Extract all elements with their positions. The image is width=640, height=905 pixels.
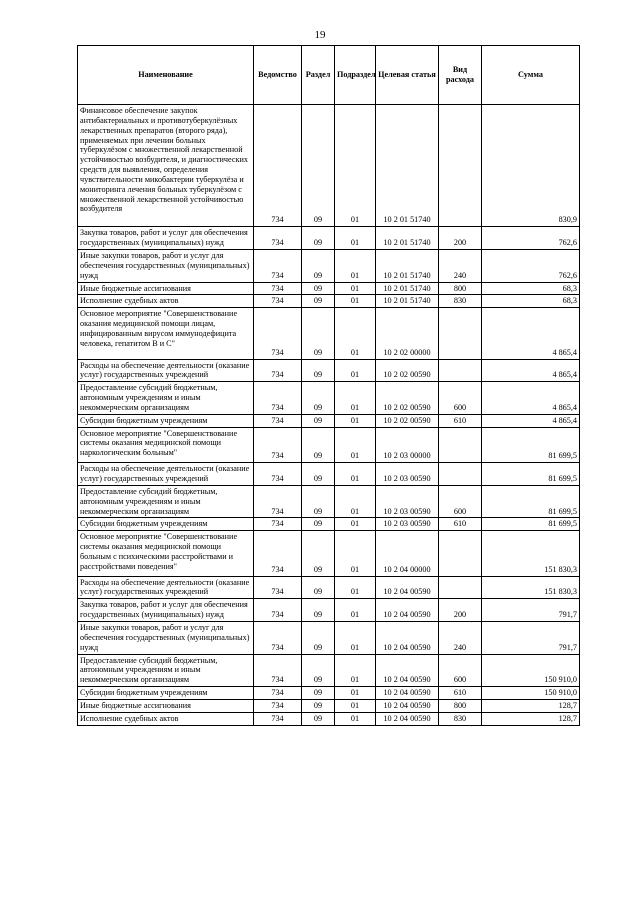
row-amount: 151 830,3 (482, 576, 580, 599)
row-amount: 68,3 (482, 282, 580, 295)
row-ministry: 734 (254, 463, 302, 486)
row-name: Расходы на обеспечение деятельности (оказание услуг) государственных учреждений (78, 576, 254, 599)
table-row (78, 485, 580, 518)
row-section: 09 (302, 308, 335, 359)
table-row (78, 518, 580, 531)
table-row (78, 576, 580, 599)
row-subsection: 01 (335, 599, 376, 622)
row-name: Основное мероприятие "Совершенствование системы оказания медицинской помощи больным с психическими расстройствами и расстройствами поведения" (78, 531, 254, 576)
row-section: 09 (302, 712, 335, 725)
row-ministry: 734 (254, 282, 302, 295)
row-target: 10 2 01 51740 (376, 295, 439, 308)
table-row (78, 105, 580, 227)
row-target: 10 2 02 00590 (376, 382, 439, 415)
table-row (78, 621, 580, 654)
row-ministry: 734 (254, 414, 302, 427)
row-name: Расходы на обеспечение деятельности (оказание услуг) государственных учреждений (78, 463, 254, 486)
table-row (78, 654, 580, 687)
row-subsection: 01 (335, 621, 376, 654)
row-section: 09 (302, 295, 335, 308)
row-ministry: 734 (254, 105, 302, 227)
row-ministry: 734 (254, 485, 302, 518)
table-row (78, 382, 580, 415)
row-target: 10 2 04 00590 (376, 621, 439, 654)
row-name: Финансовое обеспечение закупок антибактериальных и противотуберкулёзных лекарственных препаратов (второго ряда), применяемых при лечении больных туберкулёзом с множественной лекарственной устойчивостью возбудителя, и диагностических средств для выявления, определения чувствительности микобактерии туберкулёза и мониторинга лечения больных туберкулёзом с множественной лекарственной устойчивостью возбудителя (78, 105, 254, 227)
row-amount: 81 699,5 (482, 485, 580, 518)
row-name: Исполнение судебных актов (78, 712, 254, 725)
row-target: 10 2 04 00590 (376, 576, 439, 599)
row-expense-type: 240 (439, 621, 482, 654)
row-ministry: 734 (254, 687, 302, 700)
row-name: Закупка товаров, работ и услуг для обеспечения государственных (муниципальных) нужд (78, 227, 254, 250)
row-expense-type: 610 (439, 518, 482, 531)
row-section: 09 (302, 249, 335, 282)
row-amount: 4 865,4 (482, 308, 580, 359)
row-expense-type: 610 (439, 687, 482, 700)
row-target: 10 2 04 00000 (376, 531, 439, 576)
row-name: Иные бюджетные ассигнования (78, 699, 254, 712)
row-section: 09 (302, 359, 335, 382)
row-section: 09 (302, 463, 335, 486)
row-subsection: 01 (335, 308, 376, 359)
row-section: 09 (302, 576, 335, 599)
row-section: 09 (302, 227, 335, 250)
row-name: Расходы на обеспечение деятельности (оказание услуг) государственных учреждений (78, 359, 254, 382)
row-target: 10 2 03 00590 (376, 518, 439, 531)
row-amount: 81 699,5 (482, 427, 580, 463)
table-row (78, 531, 580, 576)
header-amount: Сумма (482, 46, 580, 105)
row-subsection: 01 (335, 712, 376, 725)
row-ministry: 734 (254, 308, 302, 359)
row-expense-type (439, 531, 482, 576)
row-expense-type (439, 359, 482, 382)
row-expense-type: 610 (439, 414, 482, 427)
row-expense-type: 240 (439, 249, 482, 282)
header-target: Целевая статья (376, 46, 439, 105)
row-name: Иные закупки товаров, работ и услуг для обеспечения государственных (муниципальных) нужд (78, 621, 254, 654)
row-expense-type: 800 (439, 699, 482, 712)
row-subsection: 01 (335, 463, 376, 486)
row-subsection: 01 (335, 414, 376, 427)
row-section: 09 (302, 485, 335, 518)
row-expense-type (439, 105, 482, 227)
row-subsection: 01 (335, 654, 376, 687)
table-header-row (78, 46, 580, 105)
row-target: 10 2 04 00590 (376, 712, 439, 725)
row-subsection: 01 (335, 359, 376, 382)
table-row (78, 249, 580, 282)
row-ministry: 734 (254, 621, 302, 654)
table-row (78, 699, 580, 712)
row-amount: 4 865,4 (482, 382, 580, 415)
row-section: 09 (302, 382, 335, 415)
row-target: 10 2 04 00590 (376, 654, 439, 687)
row-name: Иные бюджетные ассигнования (78, 282, 254, 295)
header-expense-type: Вид расхода (439, 46, 482, 105)
header-subsection: Подраздел (335, 46, 376, 105)
table-row (78, 687, 580, 700)
row-target: 10 2 04 00590 (376, 599, 439, 622)
row-section: 09 (302, 518, 335, 531)
row-name: Основное мероприятие "Совершенствование системы оказания медицинской помощи наркологическим больным" (78, 427, 254, 463)
row-target: 10 2 02 00590 (376, 414, 439, 427)
header-name: Наименование (78, 46, 254, 105)
row-target: 10 2 01 51740 (376, 105, 439, 227)
table-row (78, 414, 580, 427)
row-subsection: 01 (335, 382, 376, 415)
row-amount: 150 910,0 (482, 654, 580, 687)
row-section: 09 (302, 282, 335, 295)
row-ministry: 734 (254, 359, 302, 382)
row-subsection: 01 (335, 687, 376, 700)
row-amount: 762,6 (482, 227, 580, 250)
row-section: 09 (302, 531, 335, 576)
row-name: Субсидии бюджетным учреждениям (78, 687, 254, 700)
row-amount: 81 699,5 (482, 518, 580, 531)
row-target: 10 2 02 00590 (376, 359, 439, 382)
table-row (78, 282, 580, 295)
row-ministry: 734 (254, 699, 302, 712)
row-expense-type: 600 (439, 382, 482, 415)
row-subsection: 01 (335, 249, 376, 282)
row-ministry: 734 (254, 427, 302, 463)
row-ministry: 734 (254, 599, 302, 622)
row-amount: 4 865,4 (482, 359, 580, 382)
table-body (78, 105, 580, 726)
row-subsection: 01 (335, 282, 376, 295)
row-subsection: 01 (335, 295, 376, 308)
row-name: Исполнение судебных актов (78, 295, 254, 308)
row-subsection: 01 (335, 576, 376, 599)
row-ministry: 734 (254, 382, 302, 415)
row-ministry: 734 (254, 295, 302, 308)
row-expense-type: 200 (439, 599, 482, 622)
row-section: 09 (302, 427, 335, 463)
row-expense-type: 600 (439, 654, 482, 687)
table-row (78, 599, 580, 622)
row-amount: 81 699,5 (482, 463, 580, 486)
row-ministry: 734 (254, 249, 302, 282)
row-name: Субсидии бюджетным учреждениям (78, 414, 254, 427)
row-expense-type (439, 463, 482, 486)
row-subsection: 01 (335, 485, 376, 518)
row-amount: 791,7 (482, 621, 580, 654)
row-target: 10 2 01 51740 (376, 227, 439, 250)
row-section: 09 (302, 621, 335, 654)
row-name: Иные закупки товаров, работ и услуг для обеспечения государственных (муниципальных) нужд (78, 249, 254, 282)
row-amount: 150 910,0 (482, 687, 580, 700)
page-number: 19 (314, 29, 326, 41)
row-section: 09 (302, 654, 335, 687)
row-ministry: 734 (254, 654, 302, 687)
table-row (78, 463, 580, 486)
row-amount: 762,6 (482, 249, 580, 282)
table-row (78, 427, 580, 463)
row-expense-type (439, 576, 482, 599)
row-amount: 128,7 (482, 699, 580, 712)
row-target: 10 2 03 00590 (376, 463, 439, 486)
row-section: 09 (302, 687, 335, 700)
budget-table (77, 45, 580, 726)
row-target: 10 2 01 51740 (376, 249, 439, 282)
row-section: 09 (302, 105, 335, 227)
row-amount: 68,3 (482, 295, 580, 308)
row-ministry: 734 (254, 712, 302, 725)
row-name: Субсидии бюджетным учреждениям (78, 518, 254, 531)
table-row (78, 712, 580, 725)
row-name: Предоставление субсидий бюджетным, автономным учреждениям и иным некоммерческим организациям (78, 485, 254, 518)
row-ministry: 734 (254, 576, 302, 599)
header-ministry: Ведомство (254, 46, 302, 105)
row-ministry: 734 (254, 531, 302, 576)
row-amount: 791,7 (482, 599, 580, 622)
row-subsection: 01 (335, 227, 376, 250)
row-expense-type: 800 (439, 282, 482, 295)
row-target: 10 2 04 00590 (376, 687, 439, 700)
row-subsection: 01 (335, 105, 376, 227)
row-amount: 830,9 (482, 105, 580, 227)
row-expense-type: 600 (439, 485, 482, 518)
row-section: 09 (302, 699, 335, 712)
table-row (78, 308, 580, 359)
row-target: 10 2 04 00590 (376, 699, 439, 712)
table-row (78, 227, 580, 250)
row-target: 10 2 03 00000 (376, 427, 439, 463)
row-section: 09 (302, 599, 335, 622)
row-section: 09 (302, 414, 335, 427)
row-ministry: 734 (254, 518, 302, 531)
row-target: 10 2 02 00000 (376, 308, 439, 359)
row-name: Предоставление субсидий бюджетным, автономным учреждениям и иным некоммерческим организациям (78, 382, 254, 415)
row-expense-type (439, 308, 482, 359)
row-target: 10 2 03 00590 (376, 485, 439, 518)
row-amount: 128,7 (482, 712, 580, 725)
row-expense-type: 830 (439, 295, 482, 308)
row-subsection: 01 (335, 531, 376, 576)
row-subsection: 01 (335, 518, 376, 531)
header-section: Раздел (302, 46, 335, 105)
row-subsection: 01 (335, 427, 376, 463)
row-expense-type: 830 (439, 712, 482, 725)
row-name: Основное мероприятие "Совершенствование оказания медицинской помощи лицам, инфицированным вирусом иммунодефицита человека, гепатитом B и C" (78, 308, 254, 359)
row-name: Закупка товаров, работ и услуг для обеспечения государственных (муниципальных) нужд (78, 599, 254, 622)
row-expense-type (439, 427, 482, 463)
table-row (78, 295, 580, 308)
table-row (78, 359, 580, 382)
row-amount: 4 865,4 (482, 414, 580, 427)
row-amount: 151 830,3 (482, 531, 580, 576)
row-ministry: 734 (254, 227, 302, 250)
row-subsection: 01 (335, 699, 376, 712)
row-expense-type: 200 (439, 227, 482, 250)
row-name: Предоставление субсидий бюджетным, автономным учреждениям и иным некоммерческим организациям (78, 654, 254, 687)
row-target: 10 2 01 51740 (376, 282, 439, 295)
